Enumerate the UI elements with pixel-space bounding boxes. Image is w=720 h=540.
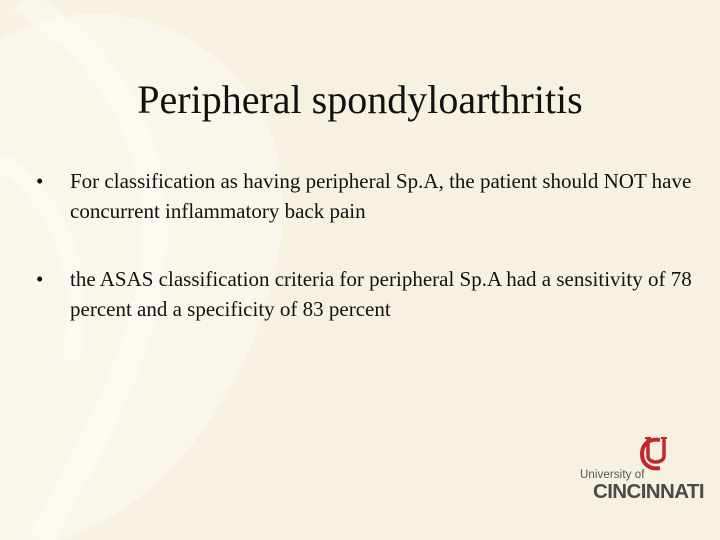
bullet-text: For classification as having peripheral Sp.A, the patient should NOT have concurrent inflammatory back pain bbox=[70, 169, 692, 223]
bullet-item-1 bbox=[30, 166, 700, 226]
uc-logo-mark-icon bbox=[636, 434, 672, 474]
bullet-item-2 bbox=[30, 264, 700, 324]
bullet-list bbox=[30, 166, 700, 362]
bullet-text: the ASAS classification criteria for peripheral Sp.A had a sensitivity of 78 percent and a specificity of 83 percent bbox=[70, 267, 692, 321]
university-logo bbox=[580, 432, 702, 512]
bullet-marker: • bbox=[36, 267, 44, 291]
bullet-marker: • bbox=[36, 169, 44, 193]
logo-university-of: University of bbox=[580, 469, 645, 481]
slide-title: Peripheral spondyloarthritis bbox=[137, 77, 583, 122]
logo-cincinnati: CINCINNATI bbox=[593, 480, 704, 503]
